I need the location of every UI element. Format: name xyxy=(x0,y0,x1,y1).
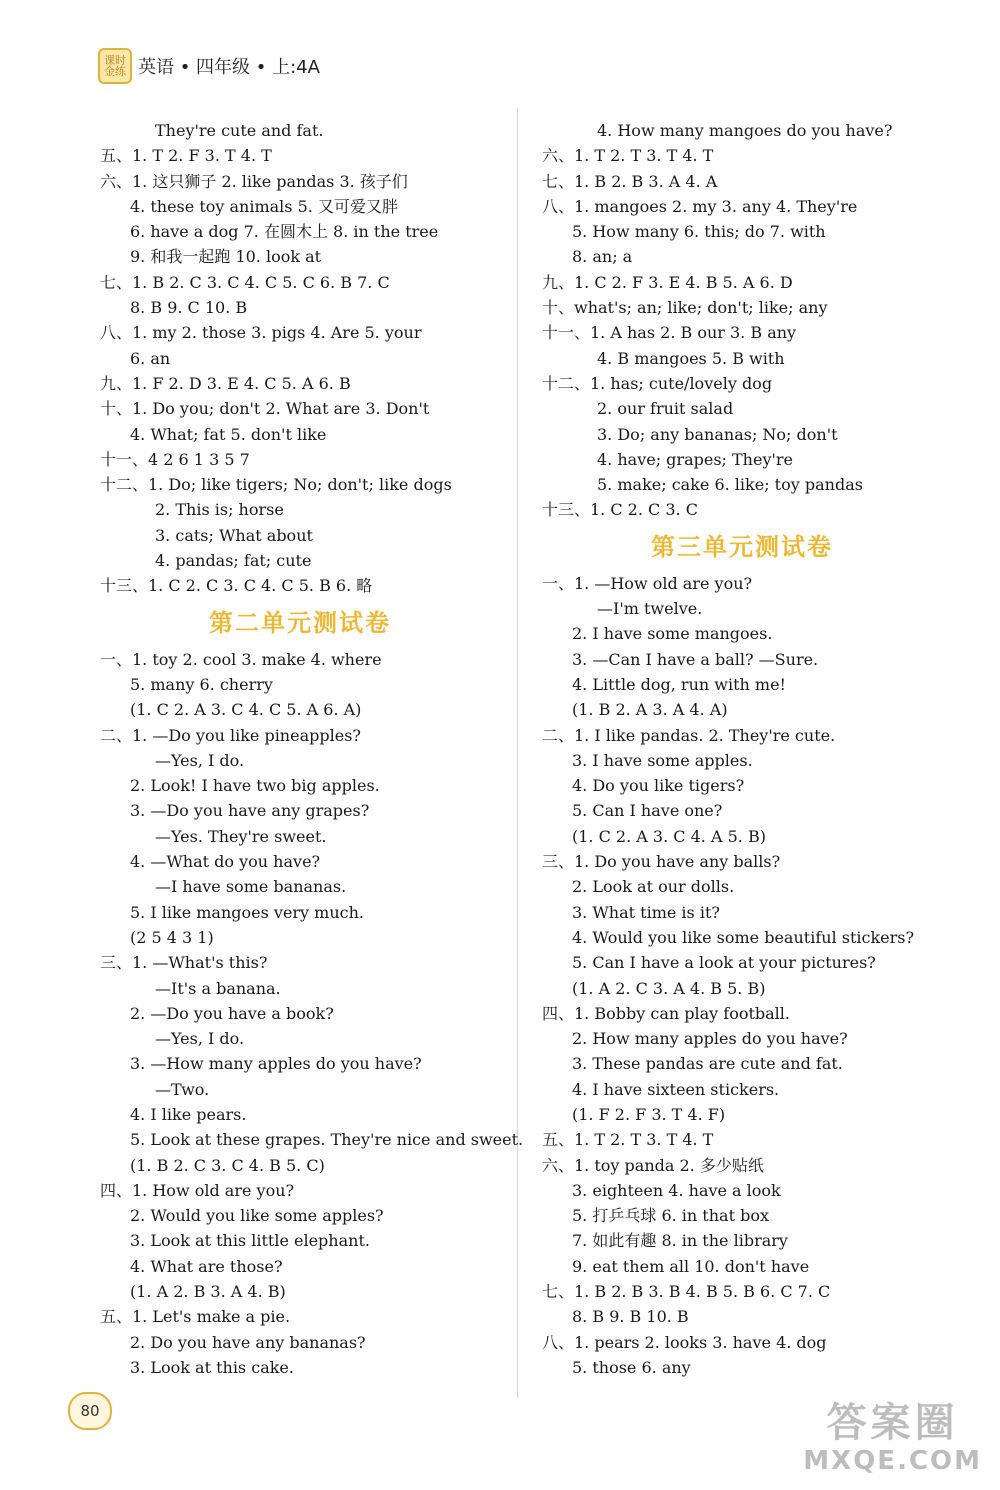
answer-line: 2. Look at our dolls. xyxy=(572,877,735,897)
answer-line: 4. —What do you have? xyxy=(130,852,321,872)
answer-line: (1. B 2. C 3. C 4. B 5. C) xyxy=(130,1155,325,1175)
answer-line: 六、1. T 2. T 3. T 4. T xyxy=(542,146,714,166)
answer-line: 5. How many 6. this; do 7. with xyxy=(572,222,826,242)
answer-line: 十一、4 2 6 1 3 5 7 xyxy=(100,449,250,469)
answer-line: 6. an xyxy=(130,348,171,368)
answer-line: 3. These pandas are cute and fat. xyxy=(572,1054,843,1074)
answer-line: 8. an; a xyxy=(572,247,633,267)
answer-line: 3. Do; any bananas; No; don't xyxy=(597,424,838,444)
answer-line: 九、1. F 2. D 3. E 4. C 5. A 6. B xyxy=(100,373,351,393)
answer-line: 7. 如此有趣 8. in the library xyxy=(572,1231,788,1251)
answer-line: 五、1. T 2. T 3. T 4. T xyxy=(542,1130,714,1150)
answer-line: 十一、1. A has 2. B our 3. B any xyxy=(542,323,797,343)
answer-line: 5. many 6. cherry xyxy=(130,674,273,694)
answer-line: 4. Do you like tigers? xyxy=(572,776,745,796)
answer-line: 六、1. 这只狮子 2. like pandas 3. 孩子们 xyxy=(100,171,408,191)
column-divider xyxy=(517,108,518,1398)
answer-line: 9. eat them all 10. don't have xyxy=(572,1256,810,1276)
answer-line: 十三、1. C 2. C 3. C xyxy=(542,500,698,520)
answer-line: 一、1. —How old are you? xyxy=(542,573,753,593)
answer-line: 3. Look at this cake. xyxy=(130,1357,294,1377)
answer-line: 4. How many mangoes do you have? xyxy=(597,121,893,140)
answer-line: 4. have; grapes; They're xyxy=(597,449,794,469)
answer-line: 4. I like pears. xyxy=(130,1104,247,1124)
answer-line: 2. Do you have any bananas? xyxy=(130,1332,366,1352)
page-number-badge: 80 xyxy=(68,1392,112,1430)
answer-line: 十、what's; an; like; don't; like; any xyxy=(542,298,828,318)
answer-line: 5. Look at these grapes. They're nice and sweet. xyxy=(130,1130,524,1150)
answer-line: 2. —Do you have a book? xyxy=(130,1003,334,1023)
answer-line: 3. —Do you have any grapes? xyxy=(130,801,370,821)
answer-line: They're cute and fat. xyxy=(155,121,324,140)
answer-line: 六、1. toy panda 2. 多少贴纸 xyxy=(542,1155,764,1175)
watermark-main: 答案圈 xyxy=(826,1400,959,1446)
answer-line: 三、1. —What's this? xyxy=(100,953,268,973)
answer-line: 七、1. B 2. B 3. B 4. B 5. B 6. C 7. C xyxy=(542,1282,831,1302)
answer-line: 3. cats; What about xyxy=(155,525,313,545)
answer-line: —I have some bananas. xyxy=(155,877,347,897)
answer-line: 3. —Can I have a ball? —Sure. xyxy=(572,649,819,669)
answer-line: 2. Would you like some apples? xyxy=(130,1206,384,1226)
answer-line: 4. I have sixteen stickers. xyxy=(572,1079,780,1099)
answer-line: 3. What time is it? xyxy=(572,902,720,922)
answer-line: 9. 和我一起跑 10. look at xyxy=(130,247,322,267)
left-answer-column xyxy=(100,118,524,1380)
answer-line: 三、1. Do you have any balls? xyxy=(542,852,781,872)
answer-line: (1. C 2. A 3. C 4. A 5. B) xyxy=(572,826,766,846)
answer-line: (1. A 2. C 3. A 4. B 5. B) xyxy=(572,978,766,998)
answer-line: 5. Can I have one? xyxy=(572,801,723,821)
watermark-logo xyxy=(803,1400,982,1476)
answer-line: (1. C 2. A 3. C 4. C 5. A 6. A) xyxy=(130,700,362,720)
answer-line: 二、1. I like pandas. 2. They're cute. xyxy=(542,725,836,745)
answer-line: 八、1. mangoes 2. my 3. any 4. They're xyxy=(542,196,858,216)
answer-line: —Yes, I do. xyxy=(155,750,245,770)
answer-line: 5. 打乒乓球 6. in that box xyxy=(572,1206,769,1226)
answer-line: 2. our fruit salad xyxy=(597,399,734,419)
answer-line: 3. Look at this little elephant. xyxy=(130,1231,370,1251)
answer-line: —Yes, I do. xyxy=(155,1029,245,1049)
answer-line: (1. A 2. B 3. A 4. B) xyxy=(130,1282,286,1302)
answer-line: 八、1. pears 2. looks 3. have 4. dog xyxy=(542,1332,827,1352)
answer-line: 七、1. B 2. B 3. A 4. A xyxy=(542,171,718,191)
answer-line: 四、1. How old are you? xyxy=(100,1180,295,1200)
answer-line: —I'm twelve. xyxy=(597,599,703,619)
answer-line: 2. This is; horse xyxy=(155,500,284,520)
answer-line: 十三、1. C 2. C 3. C 4. C 5. B 6. 略 xyxy=(100,576,373,596)
answer-line: (2 5 4 3 1) xyxy=(130,927,214,947)
answer-line: 五、1. Let's make a pie. xyxy=(100,1307,291,1327)
answer-line: 十二、1. has; cute/lovely dog xyxy=(542,373,773,393)
answer-line: 3. —How many apples do you have? xyxy=(130,1054,422,1074)
answer-line: (1. B 2. A 3. A 4. A) xyxy=(572,700,728,720)
answer-line: 5. I like mangoes very much. xyxy=(130,902,365,922)
answer-line: 2. I have some mangoes. xyxy=(572,624,773,644)
answer-line: 6. have a dog 7. 在圆木上 8. in the tree xyxy=(130,222,439,242)
watermark-site: MXQE.COM xyxy=(803,1446,982,1476)
answer-line: —Two. xyxy=(155,1079,210,1099)
header-title: 英语 • 四年级 • 上:4A xyxy=(138,57,320,78)
answer-line: 3. eighteen 4. have a look xyxy=(572,1180,781,1200)
answer-line: 4. What; fat 5. don't like xyxy=(130,424,327,444)
answer-line: 5. Can I have a look at your pictures? xyxy=(572,953,876,973)
answer-line: 4. B mangoes 5. B with xyxy=(597,348,785,368)
answer-line: 九、1. C 2. F 3. E 4. B 5. A 6. D xyxy=(542,272,793,292)
section-title: 第三单元测试卷 xyxy=(651,532,833,561)
answer-line: 5. those 6. any xyxy=(572,1357,691,1377)
answer-line: 八、1. my 2. those 3. pigs 4. Are 5. your xyxy=(100,323,422,343)
answer-line: 五、1. T 2. F 3. T 4. T xyxy=(100,146,272,166)
answer-line: 5. make; cake 6. like; toy pandas xyxy=(597,475,863,495)
answer-line: 4. Little dog, run with me! xyxy=(572,674,786,694)
section-title: 第二单元测试卷 xyxy=(209,608,391,637)
answer-line: 一、1. toy 2. cool 3. make 4. where xyxy=(100,649,382,669)
answer-line: 四、1. Bobby can play football. xyxy=(542,1003,790,1023)
answer-line: 十二、1. Do; like tigers; No; don't; like dogs xyxy=(100,475,452,495)
answer-line: 4. pandas; fat; cute xyxy=(155,551,312,571)
answer-line: 4. these toy animals 5. 又可爱又胖 xyxy=(130,196,398,216)
answer-line: (1. F 2. F 3. T 4. F) xyxy=(572,1104,726,1124)
answer-line: 十、1. Do you; don't 2. What are 3. Don't xyxy=(100,399,430,419)
page-header xyxy=(98,48,320,84)
right-answer-column xyxy=(542,118,942,1380)
answer-line: 8. B 9. B 10. B xyxy=(572,1307,689,1327)
answer-line: 二、1. —Do you like pineapples? xyxy=(100,725,361,745)
answer-line: 4. Would you like some beautiful stickers? xyxy=(572,927,915,947)
answer-line: 8. B 9. C 10. B xyxy=(130,298,248,318)
answer-line: 4. What are those? xyxy=(130,1256,283,1276)
answer-line: —Yes. They're sweet. xyxy=(155,826,327,846)
answer-line: 七、1. B 2. C 3. C 4. C 5. C 6. B 7. C xyxy=(100,272,390,292)
answer-line: 2. Look! I have two big apples. xyxy=(130,776,380,796)
answer-line: —It's a banana. xyxy=(155,978,281,998)
answer-line: 3. I have some apples. xyxy=(572,750,753,770)
answer-line: 2. How many apples do you have? xyxy=(572,1029,848,1049)
book-logo: 课时金练 xyxy=(98,48,132,84)
